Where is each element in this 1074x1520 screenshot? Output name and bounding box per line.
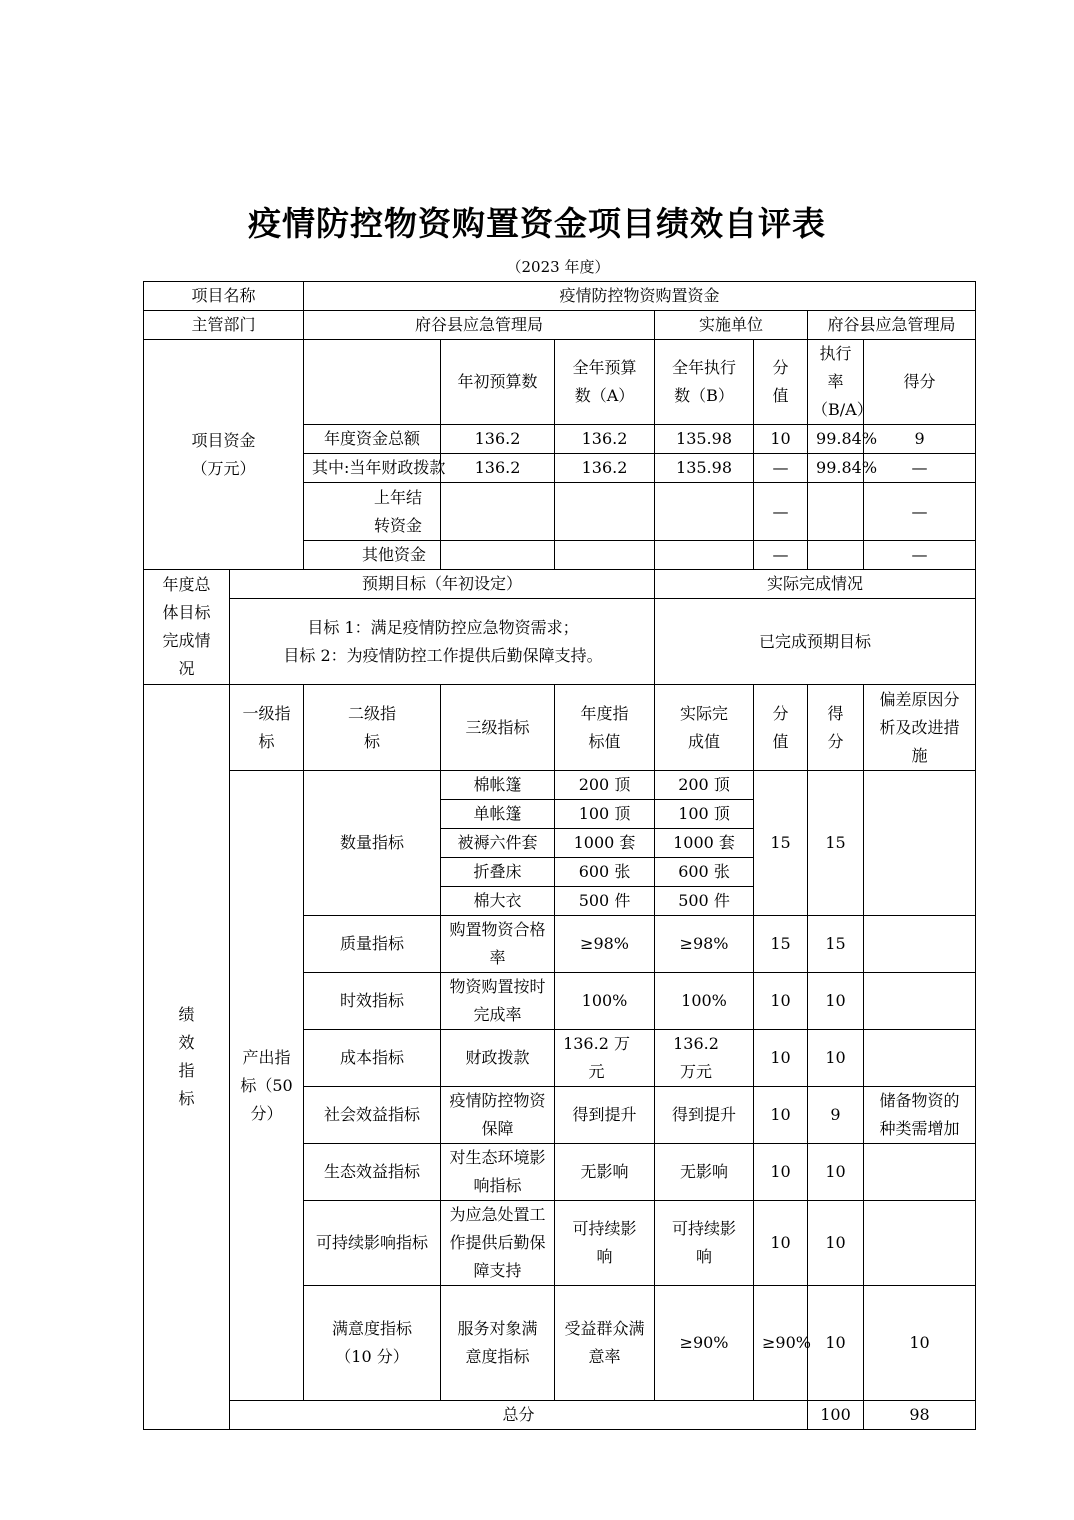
funds-header-rate: 执行率（B/A） xyxy=(808,340,864,425)
note-value: 储备物资的种类需增加 xyxy=(864,1087,976,1144)
note-value xyxy=(864,1144,976,1201)
funds-row-weight: 10 xyxy=(754,425,808,454)
third-level: 受益群众满意率 xyxy=(555,1286,655,1401)
funds-row-budget: 136.2 xyxy=(555,454,655,483)
funds-row-rate: 99.84% xyxy=(808,454,864,483)
funds-row-exec: 135.98 xyxy=(655,425,754,454)
second-level: 社会效益指标 xyxy=(304,1087,441,1144)
second-level: 可持续影响指标 xyxy=(304,1201,441,1286)
evaluation-table xyxy=(143,281,976,1430)
actual-value: 无影响 xyxy=(655,1144,754,1201)
funds-header-exec: 全年执行数（B） xyxy=(655,340,754,425)
target-value: 得到提升 xyxy=(555,1087,655,1144)
score-value: 10 xyxy=(808,1201,864,1286)
quantity-score: 15 xyxy=(808,771,864,916)
quantity-target: 100 顶 xyxy=(555,800,655,829)
actual-value: 可持续影响 xyxy=(655,1201,754,1286)
goals-label: 年度总体目标完成情况 xyxy=(144,570,230,685)
funds-row-exec xyxy=(655,483,754,541)
actual-value: 136.2 万元 xyxy=(655,1030,754,1087)
project-name-label: 项目名称 xyxy=(144,282,304,311)
note-value xyxy=(864,973,976,1030)
project-name: 疫情防控物资购置资金 xyxy=(304,282,976,311)
note-value xyxy=(864,1030,976,1087)
unit-value: 府谷县应急管理局 xyxy=(808,311,976,340)
goals-actual: 已完成预期目标 xyxy=(655,599,976,685)
page-title: 疫情防控物资购置资金项目绩效自评表 xyxy=(248,204,826,243)
quantity-label: 数量指标 xyxy=(304,771,441,916)
ind-header-level3: 三级指标 xyxy=(441,685,555,771)
funds-row-rate xyxy=(808,483,864,541)
second-level: 服务对象满意度指标 xyxy=(441,1286,555,1401)
quantity-item: 棉大衣 xyxy=(441,887,555,916)
funds-row-rate: 99.84% xyxy=(808,425,864,454)
funds-row-score: — xyxy=(864,454,976,483)
third-level: 物资购置按时完成率 xyxy=(441,973,555,1030)
note-value xyxy=(864,916,976,973)
weight-value: 10 xyxy=(754,1201,808,1286)
second-level: 成本指标 xyxy=(304,1030,441,1087)
quantity-target: 500 件 xyxy=(555,887,655,916)
weight-value: 10 xyxy=(808,1286,864,1401)
funds-row-budget: 136.2 xyxy=(555,425,655,454)
actual-value: ≥90% xyxy=(754,1286,808,1401)
funds-row-initial xyxy=(441,483,555,541)
funds-row-score: 9 xyxy=(864,425,976,454)
quantity-target: 600 张 xyxy=(555,858,655,887)
dept-value: 府谷县应急管理局 xyxy=(304,311,655,340)
total-weight: 100 xyxy=(808,1401,864,1430)
funds-row-name: 上年结转资金 xyxy=(304,483,441,541)
quantity-target: 200 顶 xyxy=(555,771,655,800)
funds-row-name: 年度资金总额 xyxy=(304,425,441,454)
goals-expected xyxy=(230,599,655,685)
second-level: 时效指标 xyxy=(304,973,441,1030)
second-level: 生态效益指标 xyxy=(304,1144,441,1201)
quantity-weight: 15 xyxy=(754,771,808,916)
funds-row-weight: — xyxy=(754,541,808,570)
goal-2: 目标 2：为疫情防控工作提供后勤保障支持。 xyxy=(283,645,603,665)
goal-1: 目标 1：满足疫情防控应急物资需求； xyxy=(307,617,579,637)
quantity-note xyxy=(864,771,976,916)
goals-actual-header: 实际完成情况 xyxy=(655,570,976,599)
ind-header-note: 偏差原因分析及改进措施 xyxy=(864,685,976,771)
third-level: 购置物资合格率 xyxy=(441,916,555,973)
actual-value: 100% xyxy=(655,973,754,1030)
funds-row-rate xyxy=(808,541,864,570)
target-value: 可持续影响 xyxy=(555,1201,655,1286)
funds-row-name: 其他资金 xyxy=(304,541,441,570)
actual-value: ≥98% xyxy=(655,916,754,973)
quantity-item: 折叠床 xyxy=(441,858,555,887)
funds-row-weight: — xyxy=(754,454,808,483)
quantity-actual: 1000 套 xyxy=(655,829,754,858)
note-value xyxy=(864,1201,976,1286)
funds-header-initial: 年初预算数 xyxy=(441,340,555,425)
target-value: 136.2 万元 xyxy=(555,1030,655,1087)
funds-row-score: — xyxy=(864,541,976,570)
target-value: 无影响 xyxy=(555,1144,655,1201)
funds-row-exec: 135.98 xyxy=(655,454,754,483)
score-value: 9 xyxy=(808,1087,864,1144)
third-level: 为应急处置工作提供后勤保障支持 xyxy=(441,1201,555,1286)
funds-header-weight: 分值 xyxy=(754,340,808,425)
funds-row-weight: — xyxy=(754,483,808,541)
indicators-label: 绩效指标 xyxy=(144,685,230,1430)
funds-label: 项目资金（万元） xyxy=(144,340,304,570)
quantity-actual: 100 顶 xyxy=(655,800,754,829)
funds-row-exec xyxy=(655,541,754,570)
quantity-actual: 600 张 xyxy=(655,858,754,887)
third-level: 疫情防控物资保障 xyxy=(441,1087,555,1144)
total-label: 总分 xyxy=(230,1401,808,1430)
quantity-item: 单帐篷 xyxy=(441,800,555,829)
funds-row-name: 其中:当年财政拨款 xyxy=(304,454,441,483)
ind-header-level1: 一级指标 xyxy=(230,685,304,771)
funds-row-initial xyxy=(441,541,555,570)
actual-value: 得到提升 xyxy=(655,1087,754,1144)
third-level: 财政拨款 xyxy=(441,1030,555,1087)
funds-row-initial: 136.2 xyxy=(441,454,555,483)
year-label: （2023 年度） xyxy=(506,258,610,276)
weight-value: 10 xyxy=(754,1144,808,1201)
total-score: 98 xyxy=(864,1401,976,1430)
funds-header-budget: 全年预算数（A） xyxy=(555,340,655,425)
ind-header-level2: 二级指标 xyxy=(304,685,441,771)
score-value: 10 xyxy=(808,1030,864,1087)
ind-header-actual: 实际完成值 xyxy=(655,685,754,771)
ind-header-score: 得分 xyxy=(808,685,864,771)
quantity-actual: 500 件 xyxy=(655,887,754,916)
weight-value: 10 xyxy=(754,973,808,1030)
target-value: ≥98% xyxy=(555,916,655,973)
quantity-item: 被褥六件套 xyxy=(441,829,555,858)
funds-row-initial: 136.2 xyxy=(441,425,555,454)
weight-value: 15 xyxy=(754,916,808,973)
ind-header-weight: 分值 xyxy=(754,685,808,771)
second-level: 质量指标 xyxy=(304,916,441,973)
score-value: 10 xyxy=(808,973,864,1030)
target-value: 100% xyxy=(555,973,655,1030)
score-value: 10 xyxy=(808,1144,864,1201)
score-value: 15 xyxy=(808,916,864,973)
funds-row-budget xyxy=(555,483,655,541)
quantity-actual: 200 顶 xyxy=(655,771,754,800)
goals-expected-header: 预期目标（年初设定） xyxy=(230,570,655,599)
quantity-item: 棉帐篷 xyxy=(441,771,555,800)
funds-row-budget xyxy=(555,541,655,570)
ind-header-target: 年度指标值 xyxy=(555,685,655,771)
weight-value: 10 xyxy=(754,1030,808,1087)
score-value: 10 xyxy=(864,1286,976,1401)
third-level: 对生态环境影响指标 xyxy=(441,1144,555,1201)
funds-header-score: 得分 xyxy=(864,340,976,425)
target-value: ≥90% xyxy=(655,1286,754,1401)
output-label: 产出指标（50 分） xyxy=(230,771,304,1401)
satisfaction-label: 满意度指标（10 分） xyxy=(304,1286,441,1401)
quantity-target: 1000 套 xyxy=(555,829,655,858)
unit-label: 实施单位 xyxy=(655,311,808,340)
funds-header-blank xyxy=(304,340,441,425)
funds-row-score: — xyxy=(864,483,976,541)
weight-value: 10 xyxy=(754,1087,808,1144)
dept-label: 主管部门 xyxy=(144,311,304,340)
